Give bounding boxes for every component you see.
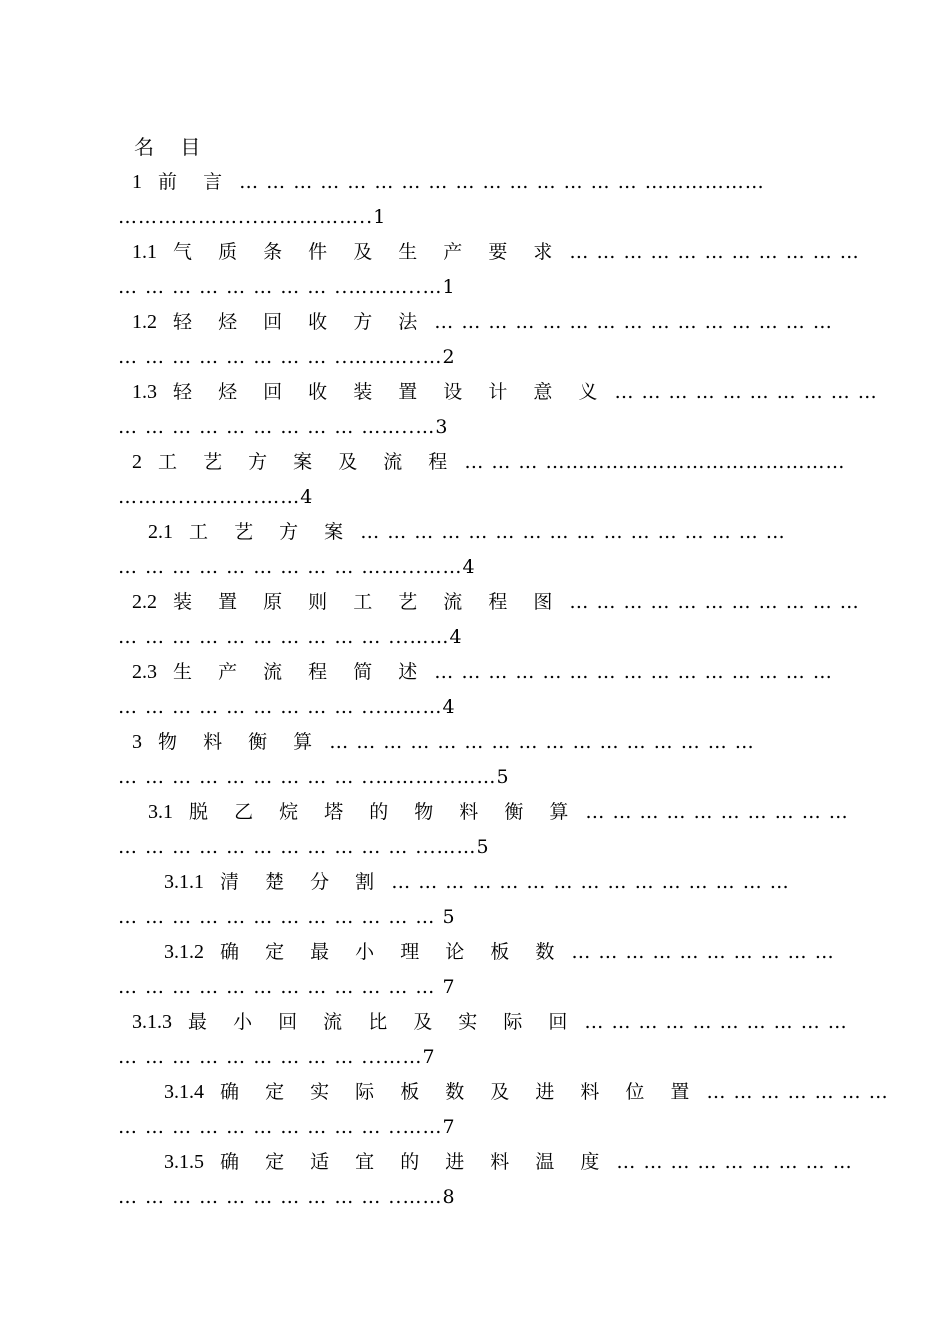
toc-entry-title: 轻 烃 回 收 装 置 设 计 意 义 — [157, 381, 608, 403]
toc-entry-leader: … … … ……………………………………… — [457, 451, 846, 473]
toc-entry-leader: … … … … … … … … … … … … … … … … — [322, 731, 755, 753]
toc-entry-leader: … … … … … … … … … … … — [562, 591, 860, 613]
toc-entry-leader-page: … … … … … … … … ..………..…2 — [118, 346, 456, 368]
toc-entry-title: 物 料 衡 算 — [142, 731, 323, 753]
toc-entry[interactable] — [118, 518, 824, 581]
toc-entry-leader-page: … … … … … … … … … … ...……4 — [118, 626, 463, 648]
toc-entry[interactable] — [118, 1148, 853, 1211]
toc-entry-leader-page: … … … … … … … … … … ..……8 — [118, 1186, 456, 1208]
toc-entry-line1 — [118, 728, 824, 756]
toc-entry-number: 3.1 — [148, 801, 173, 823]
toc-entry-leader: … … … … … … … … … … … — [562, 241, 860, 263]
toc-entry-title: 生 产 流 程 简 述 — [157, 661, 428, 683]
toc-entry-number: 1.1 — [132, 241, 157, 263]
toc-entry-number: 2.1 — [148, 521, 173, 543]
toc-entry-leader: … … … … … … … … … … … … … … … ……………… — [232, 171, 765, 193]
toc-entry-title: 工 艺 方 案 及 流 程 — [142, 451, 458, 473]
toc-entry-leader-page: … … … … … … … … … ..………...……5 — [118, 766, 510, 788]
toc-entry-number: 1 — [132, 171, 142, 193]
toc-entry-leader: … … … … … … … … … … … … … … … … — [353, 521, 786, 543]
toc-entry-line1 — [118, 168, 824, 196]
toc-entry-title: 轻 烃 回 收 方 法 — [157, 311, 428, 333]
toc-entry-leader: … … … … … … … … … … — [578, 801, 849, 823]
toc-entry-line1 — [118, 518, 824, 546]
toc-entry-line1 — [118, 868, 824, 896]
toc-entry-number: 3.1.2 — [164, 941, 204, 963]
toc-entry[interactable] — [118, 658, 833, 721]
toc-entry-line1 — [118, 238, 860, 266]
toc-entry-leader: … … … … … … … … … … — [607, 381, 878, 403]
toc-entry-line1 — [118, 1078, 889, 1106]
toc-entry-number: 3 — [132, 731, 142, 753]
toc-entry[interactable] — [118, 1008, 848, 1071]
toc-entry-leader-page: … … … … … … … … … ……...……4 — [118, 556, 476, 578]
toc-entry-title: 确 定 实 际 板 数 及 进 料 位 置 — [204, 1081, 700, 1103]
toc-entry-number: 1.2 — [132, 311, 157, 333]
toc-entry-leader: … … … … … … … — [699, 1081, 889, 1103]
toc-entry-title: 最 小 回 流 比 及 实 际 回 — [172, 1011, 578, 1033]
toc-entry[interactable] — [118, 378, 878, 441]
toc-entry-leader: … … … … … … … … … … … … … … … — [427, 661, 833, 683]
toc-entry[interactable] — [118, 168, 824, 231]
toc-entry[interactable] — [118, 728, 824, 791]
toc-entry[interactable] — [118, 1078, 889, 1141]
toc-entry-title: 装 置 原 则 工 艺 流 程 图 — [157, 591, 563, 613]
toc-entry-leader-page: ………………...……………..1 — [118, 206, 387, 228]
toc-entry[interactable] — [118, 868, 824, 931]
toc-entry-leader-page: … … … … … … … … … … … … 7 — [118, 976, 456, 998]
toc-entry[interactable] — [118, 238, 860, 301]
toc-entry-leader: … … … … … … … … … … — [564, 941, 835, 963]
toc-entry-leader-page: … … … … … … … … … ...……7 — [118, 1046, 436, 1068]
toc-entry-leader-page: … … … … … … … … … ...………4 — [118, 696, 456, 718]
toc-entry-title: 确 定 最 小 理 论 板 数 — [204, 941, 565, 963]
toc-entry-title: 清 楚 分 割 — [204, 871, 385, 893]
toc-entry-leader: … … … … … … … … … … … … … … … — [427, 311, 833, 333]
toc-entry-number: 3.1.5 — [164, 1151, 204, 1173]
toc-entry-line1 — [118, 798, 849, 826]
toc-entry-title: 确 定 适 宜 的 进 料 温 度 — [204, 1151, 610, 1173]
toc-entry-number: 2.2 — [132, 591, 157, 613]
toc-entry-title: 脱 乙 烷 塔 的 物 料 衡 算 — [173, 801, 579, 823]
toc-entry-leader: … … … … … … … … … … … … … … … — [384, 871, 790, 893]
toc-entry-number: 3.1.3 — [132, 1011, 172, 1033]
toc-entry-leader-page: … … … … … … … … … … … ...……5 — [118, 836, 490, 858]
toc-entry-leader: … … … … … … … … … … — [577, 1011, 848, 1033]
toc-entry-number: 2.3 — [132, 661, 157, 683]
toc-entry-line1 — [118, 1148, 853, 1176]
toc-entry[interactable] — [118, 938, 835, 1001]
toc-entry-leader: … … … … … … … … … — [609, 1151, 853, 1173]
toc-entry-number: 3.1.1 — [164, 871, 204, 893]
toc-entry-title: 前 言 — [142, 171, 233, 193]
toc-entry-leader-page: … … … … … … … … ..………..…1 — [118, 276, 456, 298]
toc-entry-leader-page: … … … … … … … … … … … … 5 — [118, 906, 456, 928]
toc-entry-number: 3.1.4 — [164, 1081, 204, 1103]
toc-entry-line1 — [118, 588, 860, 616]
toc-entry[interactable] — [118, 798, 849, 861]
toc-title: 名 目 — [134, 135, 211, 159]
toc-entry-line1 — [118, 938, 835, 966]
toc-entry[interactable] — [118, 588, 860, 651]
toc-entry-number: 1.3 — [132, 381, 157, 403]
toc-entry-title: 工 艺 方 案 — [173, 521, 354, 543]
toc-entry-line1 — [118, 658, 833, 686]
toc-entry-line1 — [118, 448, 846, 476]
toc-entry-number: 2 — [132, 451, 142, 473]
toc-entry-title: 气 质 条 件 及 生 产 要 求 — [157, 241, 563, 263]
toc-entry[interactable] — [118, 448, 846, 511]
toc-entry-line1 — [118, 378, 878, 406]
toc-entry-leader-page: … … … … … … … … … … ..……7 — [118, 1116, 456, 1138]
toc-entry[interactable] — [118, 308, 833, 371]
toc-entry-line1 — [118, 1008, 848, 1036]
toc-entry-leader-page: … … … … … … … … … ……..…3 — [118, 416, 449, 438]
toc-entry-line1 — [118, 308, 833, 336]
toc-entry-leader-page: ………...……...……4 — [118, 486, 314, 508]
